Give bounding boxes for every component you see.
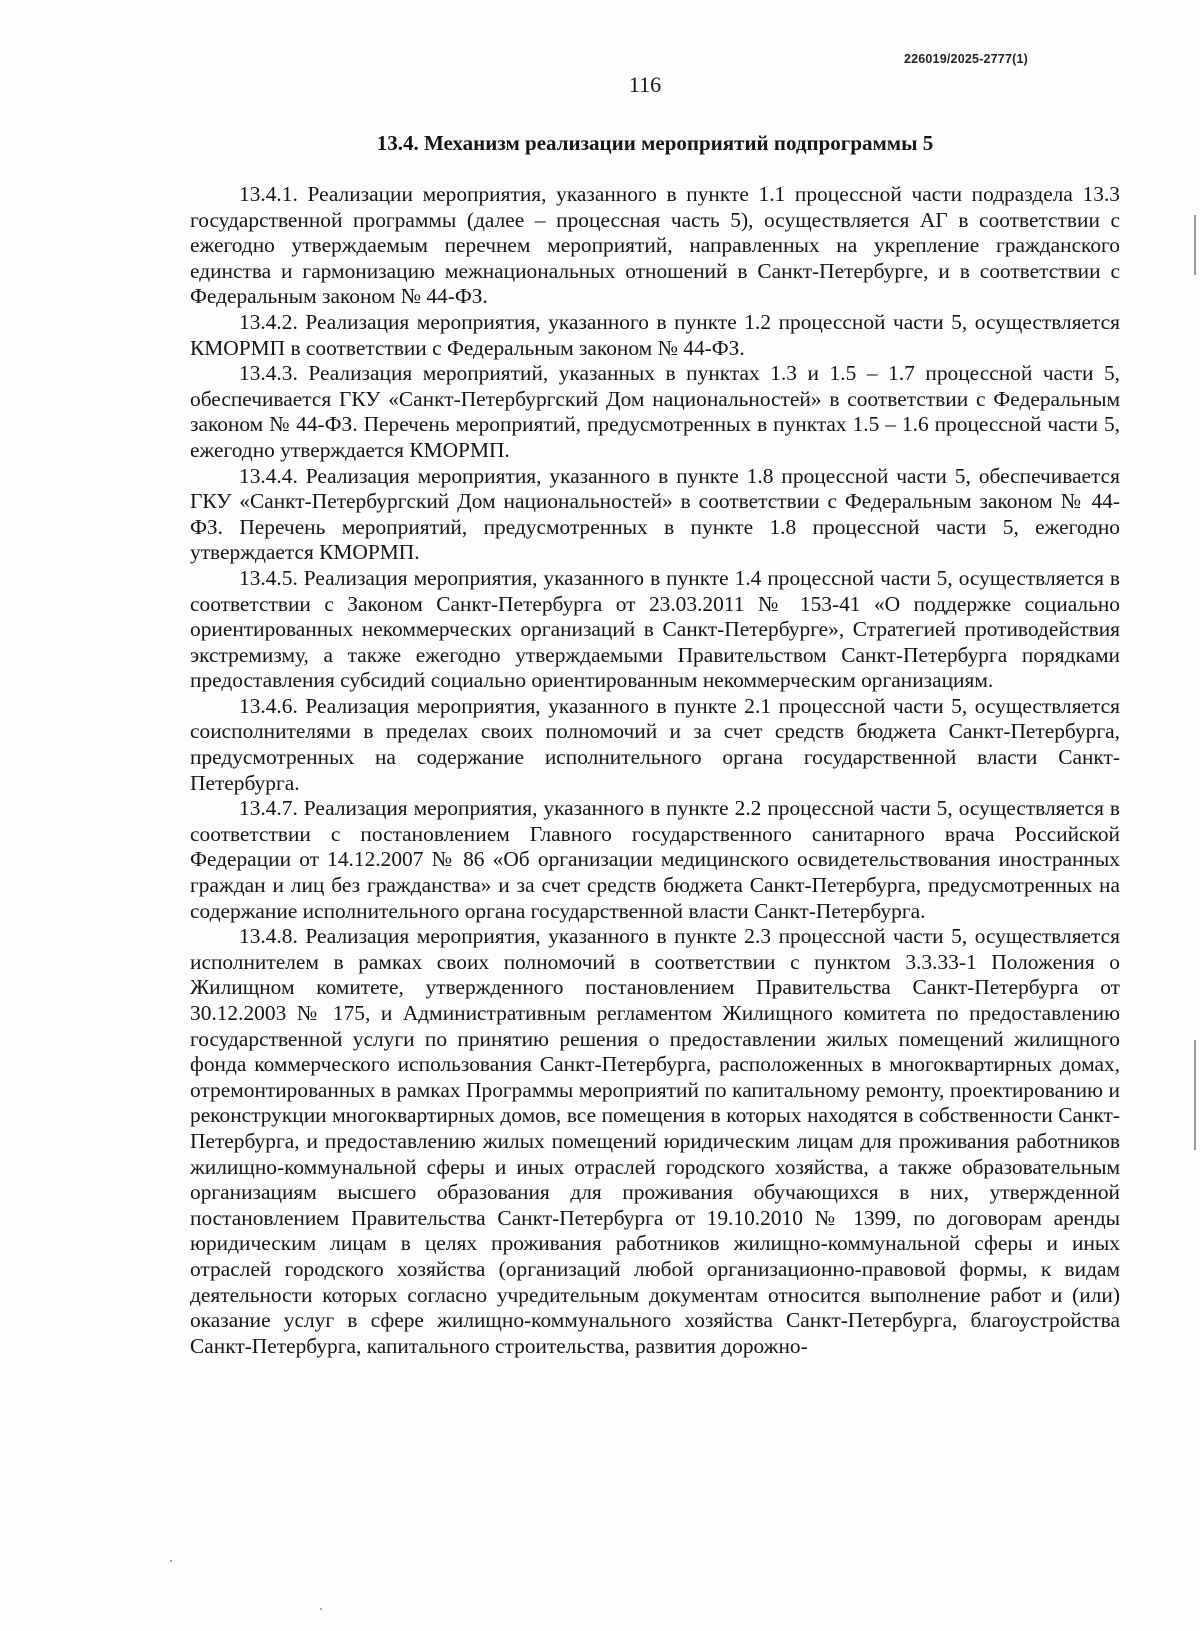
paragraph-13-4-7: 13.4.7. Реализация мероприятия, указанного в пункте 2.2 процессной части 5, осуществляется в соответствии с постановлением Главного государственного санитарного врача Российской Федерации от 14.12.2007 № 86 «Об организации медицинского освидетельствования иностранных граждан и лиц без гражданства» и за счет средств бюджета Санкт-Петербурга, предусмотренных на содержание исполнительного органа государственной власти Санкт-Петербурга. (190, 796, 1120, 923)
paragraph-13-4-8: 13.4.8. Реализация мероприятия, указанного в пункте 2.3 процессной части 5, осуществляется исполнителем в рамках своих полномочий в соответствии с пунктом 3.3.33-1 Положения о Жилищном комитете, утвержденного постановлением Правительства Санкт-Петербурга от 30.12.2003 № 175, и Административным регламентом Жилищного комитета по предоставлению государственной услуги по принятию решения о предоставлении жилых помещений жилищного фонда коммерческого использования Санкт-Петербурга, расположенных в многоквартирных домах, отремонтированных в рамках Программы мероприятий по капитальному ремонту, проектированию и реконструкции многоквартирных домов, все помещения в которых находятся в собственности Санкт-Петербурга, и предоставлению жилых помещений юридическим лицам для проживания работников жилищно-коммунальной сферы и иных отраслей городского хозяйства, а также образовательным организациям высшего образования для проживания обучающихся в них, утвержденной постановлением Правительства Санкт-Петербурга от 19.10.2010 № 1399, по договорам аренды юридическим лицам в целях проживания работников жилищно-коммунальной сферы и иных отраслей городского хозяйства (организаций любой организационно-правовой формы, к видам деятельности которых согласно учредительным документам относится выполнение работ и (или) оказание услуг в сфере жилищно-коммунального хозяйства Санкт-Петербурга, благоустройства Санкт-Петербурга, капитального строительства, развития дорожно- (190, 924, 1120, 1358)
paragraph-13-4-4: 13.4.4. Реализация мероприятия, указанного в пункте 1.8 процессной части 5, обеспечивается ГКУ «Санкт-Петербургский Дом национальностей» в соответствии с Федеральным законом № 44-ФЗ. Перечень мероприятий, предусмотренных в пункте 1.8 процессной части 5, ежегодно утверждается КМОРМП. (190, 463, 1120, 565)
scan-speck (170, 1560, 172, 1562)
scan-edge-mark (1194, 215, 1196, 275)
paragraph-13-4-6: 13.4.6. Реализация мероприятия, указанного в пункте 2.1 процессной части 5, осуществляется соисполнителями в пределах своих полномочий и за счет средств бюджета Санкт-Петербурга, предусмотренных на содержание исполнительного органа государственной власти Санкт-Петербурга. (190, 693, 1120, 795)
document-id: 226019/2025-2777(1) (903, 52, 1028, 66)
body-text (190, 182, 1120, 1359)
paragraph-13-4-2: 13.4.2. Реализация мероприятия, указанного в пункте 1.2 процессной части 5, осуществляется КМОРМП в соответствии с Федеральным законом № 44-ФЗ. (190, 309, 1120, 360)
paragraph-13-4-1: 13.4.1. Реализации мероприятия, указанного в пункте 1.1 процессной части подраздела 13.3 государственной программы (далее – процессная часть 5), осуществляется АГ в соответствии с ежегодно утверждаемым перечнем мероприятий, направленных на укрепление гражданского единства и гармонизацию межнациональных отношений в Санкт-Петербурге, и в соответствии с Федеральным законом № 44-ФЗ. (190, 182, 1120, 309)
section-heading: 13.4. Механизм реализации мероприятий подпрограммы 5 (376, 131, 934, 155)
scan-edge-mark (1194, 1040, 1196, 1150)
paragraph-13-4-3: 13.4.3. Реализация мероприятий, указанных в пунктах 1.3 и 1.5 – 1.7 процессной части 5, обеспечивается ГКУ «Санкт-Петербургский Дом национальностей» в соответствии с Федеральным законом № 44-ФЗ. Перечень мероприятий, предусмотренных в пунктах 1.5 – 1.6 процессной части 5, ежегодно утверждается КМОРМП. (190, 361, 1120, 462)
scan-speck (320, 1608, 322, 1610)
paragraph-13-4-5: 13.4.5. Реализация мероприятия, указанного в пункте 1.4 процессной части 5, осуществляется в соответствии с Законом Санкт-Петербурга от 23.03.2011 № 153-41 «О поддержке социально ориентированных некоммерческих организаций в Санкт-Петербурге», Стратегией противодействия экстремизму, а также ежегодно утверждаемыми Правительством Санкт-Петербурга порядками предоставления субсидий социально ориентированным некоммерческим организациям. (190, 565, 1120, 693)
page-number: 116 (628, 72, 662, 97)
